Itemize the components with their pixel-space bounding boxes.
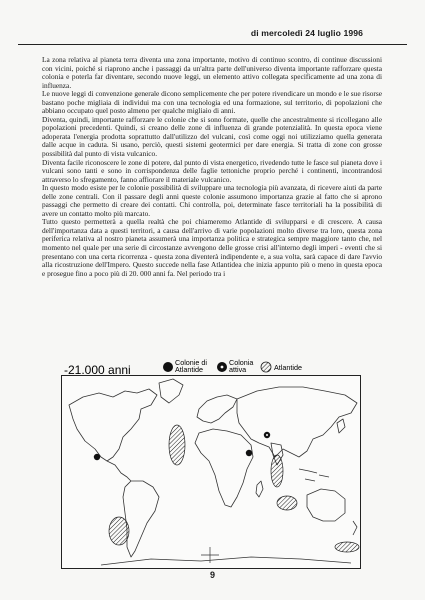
legend-label-atlantide: Atlantide [274, 363, 302, 372]
atlantide-region-south-indian [277, 496, 297, 510]
map-frame [62, 376, 361, 569]
legend-label-colonie-line1: Colonie di [175, 358, 207, 367]
atlantide-region-indian-ocean [271, 455, 283, 487]
paragraph: La zona relativa al pianeta terra diventa una zona importante, motivo di continuo scontro, di continue discussioni con vicini, poiché si riaprono anche i passaggi da un'altra parte dell'universo diventa importante rafforzare questa colonia e poterla far diventare, secondo nuove leggi, un elemento attivo collegata specificamente ad una zona di influenza. [42, 55, 382, 90]
atlantide-region-atlantic [169, 425, 185, 465]
paragraph: In questo modo esiste per le colonie possibilità di sviluppare una tecnologia più avanzata, di ricevere aiuti da parte delle zone centrali. Con il passare degli anni queste colonie assumono importanza grazie al fatto che si aprono passaggi che permetto di creare dei contatti. Chi controlla, poi, determinate fasce territoriali ha la possibilità di avere un contatto molto più marcato. [42, 183, 382, 218]
legend-label-colonie-line2: Atlantide [175, 365, 203, 374]
article-body [42, 56, 382, 278]
paragraph: Le nuove leggi di convenzione generale dicono semplicemente che per potere rivendicare un mondo e le sue risorse bastano poche migliaia di individui ma con una tecnologia ed una formazione, sul territorio, di popolazioni che abbiano occupato quel posto almeno per qualche migliaio di anni. [42, 89, 382, 116]
paragraph: Diventa facile riconoscere le zone di potere, dal punto di vista energetico, rivedendo tutte le fasce sul pianeta dove i vulcani sono tanti e sono in corrispondenza delle faglie tettoniche proprio perché i continenti, incontrandosi attraverso lo sfregamento, fanno affiorare il materiale vulcanico. [42, 157, 382, 184]
paragraph: Tutto questo permetterà a quella realtà che poi chiameremo Atlantide di svilupparsi e di crescere. A causa dell'importanza data a questi territori, a causa dell'arrivo di varie popolazioni molto diverse tra loro, questa zona periferica relativa al nostro pianeta assumerà una importanza politica e strategica sempre maggiore tanto che, nel momento nel quale per una serie di circostanze avvengono delle grosse crisi all'interno degli imperi - eventi che si presentano con una certa ricorrenza - questa zona diventerà indipendente e, a sua volta, sarà capace di dare l'avvio alla ricostruzione dell'Impero. Questo succede nella fase Atlantidea che inizia appunto più o meno in questa epoca e prosegue fino a poco più di 20. 000 anni fa. Nel periodo tra i [42, 217, 382, 278]
world-map [61, 357, 361, 569]
header-date: di mercoledì 24 luglio 1996 [250, 28, 363, 38]
legend-item-colonia-attiva [217, 358, 253, 374]
paragraph: Diventa, quindi, importante rafforzare le colonie che si sono formate, quelle che ancestralmente si ricollegano alle popolazioni precedenti. Quindi, si creano delle zone di influenza di grande potenzialità. In questa epoca viene adoperata l'energia prodotta soprattutto dall'utilizzo del vulcani, così come oggi noi utilizziamo quella generata dalle acque in caduta. Si usano, perciò, questi sistemi geotermici per dare energia. Si tratta di zone con grosse possibilità dal punto di vista vulcanico. [42, 114, 382, 159]
legend-label-attiva-line1: Colonia [229, 358, 254, 367]
colony-marker [94, 454, 100, 460]
legend [163, 358, 302, 374]
legend-label-attiva-line2: attiva [229, 365, 247, 374]
page-header [18, 28, 407, 45]
page-number: 9 [209, 570, 215, 580]
legend-item-colonie [163, 358, 207, 374]
world-map-figure [61, 357, 361, 569]
map-era-label: -21.000 anni [64, 363, 131, 377]
colony-marker [246, 450, 252, 456]
atlantide-region-south-pacific [335, 542, 359, 552]
atlantide-region-south-atlantic [109, 517, 129, 545]
legend-item-atlantide [261, 362, 302, 372]
filled-circle-icon [163, 362, 173, 372]
hatched-circle-icon [261, 362, 271, 372]
